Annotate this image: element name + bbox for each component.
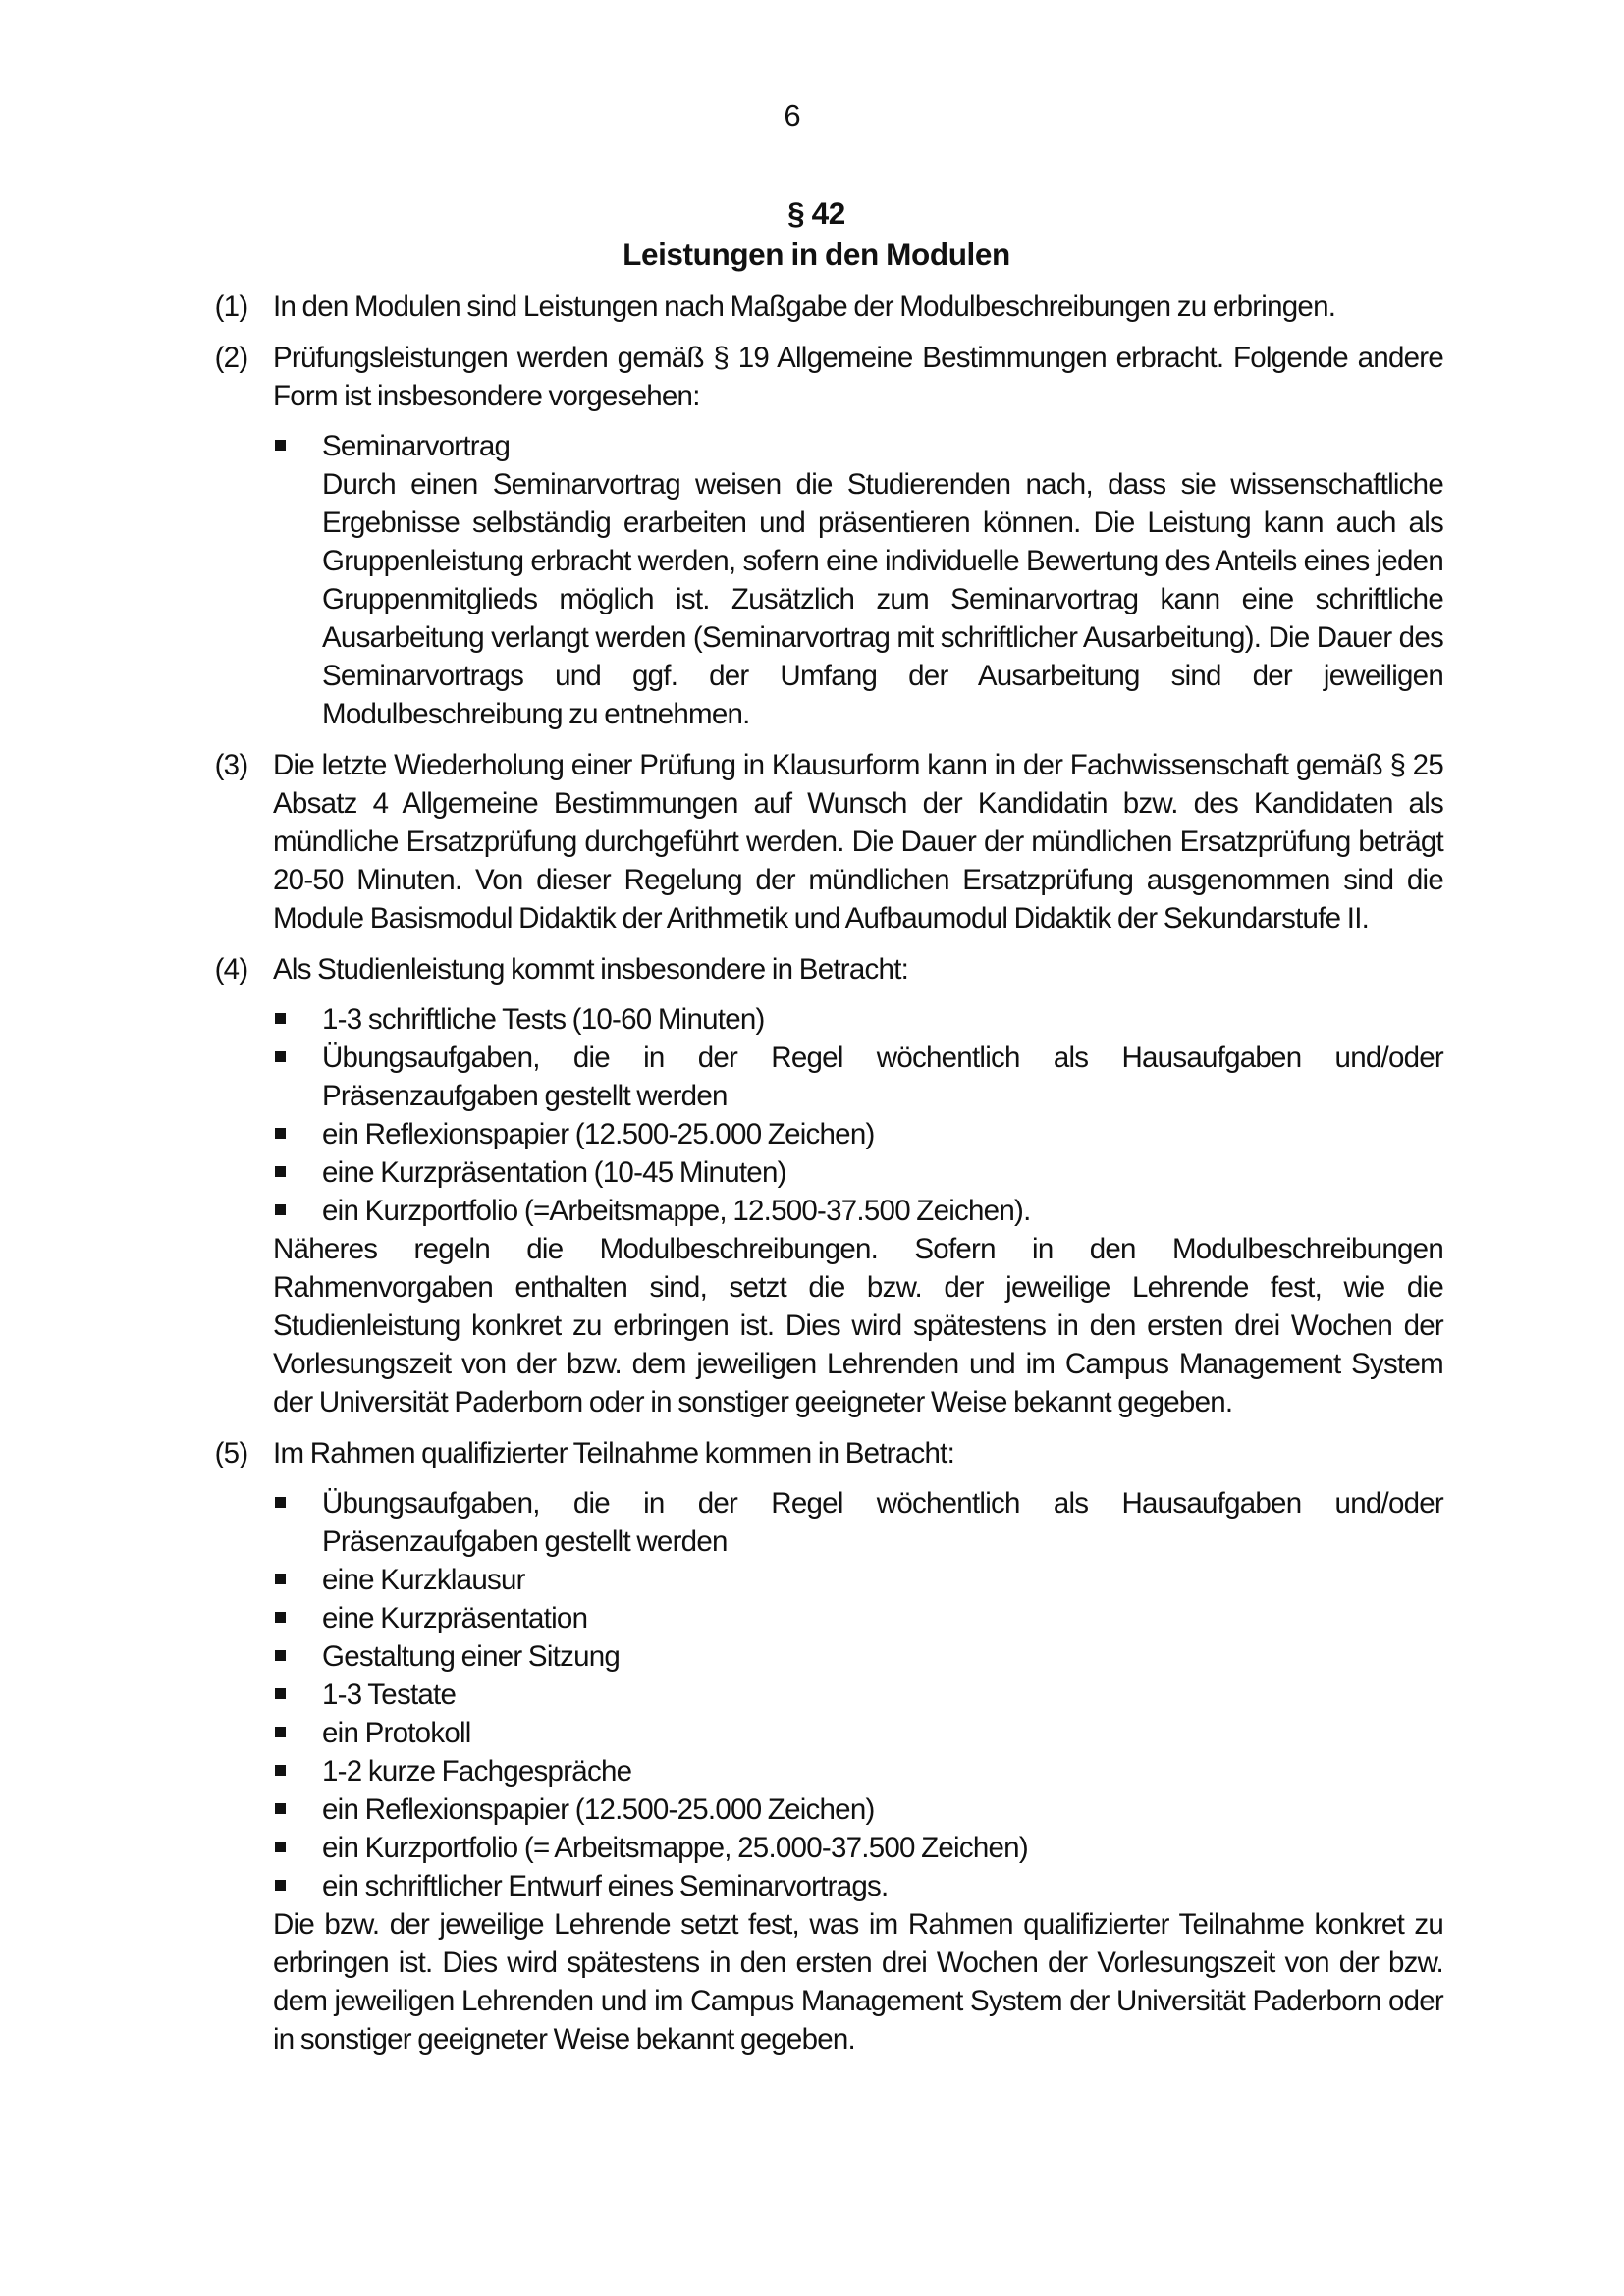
square-bullet-icon (275, 1650, 286, 1661)
list-item-text: eine Kurzklausur (322, 1564, 525, 1596)
list-item-text: ein Protokoll (322, 1717, 471, 1749)
paragraph-number: (5) (214, 1437, 248, 1469)
list-item (273, 1829, 1443, 1867)
section-number: § 42 (787, 195, 845, 231)
square-bullet-icon (275, 1128, 286, 1139)
square-bullet-icon (275, 1765, 286, 1776)
list-item (273, 1561, 1443, 1599)
paragraph-number: (4) (214, 953, 248, 986)
square-bullet-icon (275, 1803, 286, 1814)
list-item-text: ein Reflexionspapier (12.500-25.000 Zeichen) (322, 1793, 875, 1826)
list-item (273, 1637, 1443, 1676)
paragraph-number: (2) (214, 342, 248, 374)
paragraph-body (273, 339, 1443, 733)
list-item (273, 1039, 1443, 1115)
list-item (273, 1115, 1443, 1153)
paragraph-body (273, 288, 1443, 326)
list-item-text: ein Kurzportfolio (= Arbeitsmappe, 25.000-37.500 Zeichen) (322, 1832, 1028, 1864)
list-item (273, 1752, 1443, 1790)
square-bullet-icon (275, 1612, 286, 1623)
list-item-text: 1-2 kurze Fachgespräche (322, 1755, 632, 1788)
list-item (273, 1599, 1443, 1637)
square-bullet-icon (275, 1842, 286, 1852)
list-item-title: Seminarvortrag (322, 430, 511, 462)
list-item (273, 1153, 1443, 1192)
paragraph-3 (189, 746, 1443, 937)
list-item (273, 1000, 1443, 1039)
paragraph-note: Die bzw. der jeweilige Lehrende setzt fest, was im Rahmen qualifizierter Teilnahme konkret zu erbringen ist. Dies wird spätestens in den ersten drei Wochen der Vorlesungszeit von der bzw. dem jeweiligen Lehrenden und im Campus Management System der Universität Paderborn oder in sonstiger geeigneter Weise bekannt gegeben. (273, 1908, 1443, 2056)
list-item-text: 1-3 Testate (322, 1679, 457, 1711)
bullet-list (273, 1484, 1443, 1905)
paragraph-4 (189, 950, 1443, 1421)
square-bullet-icon (275, 1574, 286, 1584)
list-item-text: Übungsaufgaben, die in der Regel wöchentlich als Hausaufgaben und/oder Präsenzaufgaben gestellt werden (322, 1487, 1443, 1558)
paragraph-2 (189, 339, 1443, 733)
square-bullet-icon (275, 1166, 286, 1177)
paragraph-note: Näheres regeln die Modulbeschreibungen. Sofern in den Modulbeschreibungen Rahmenvorgaben enthalten sind, setzt die bzw. der jeweilige Lehrende fest, wie die Studienleistung konkret zu erbringen ist. Dies wird spätestens in den ersten drei Wochen der Vorlesungszeit von der bzw. dem jeweiligen Lehrenden und im Campus Management System der Universität Paderborn oder in sonstiger geeigneter Weise bekannt gegeben. (273, 1233, 1443, 1418)
paragraph-text: Prüfungsleistungen werden gemäß § 19 Allgemeine Bestimmungen erbracht. Folgende andere Form ist insbesondere vorgesehen: (273, 342, 1443, 412)
square-bullet-icon (275, 1051, 286, 1062)
square-bullet-icon (275, 1880, 286, 1891)
paragraph-text: Als Studienleistung kommt insbesondere in Betracht: (273, 953, 909, 986)
list-item-text: ein Reflexionspapier (12.500-25.000 Zeichen) (322, 1118, 875, 1150)
square-bullet-icon (275, 1727, 286, 1737)
bullet-list (273, 427, 1443, 733)
list-item (273, 1867, 1443, 1905)
paragraph-number: (1) (214, 291, 248, 323)
paragraph-1 (189, 288, 1443, 326)
square-bullet-icon (275, 1204, 286, 1215)
page-number: 6 (784, 98, 801, 133)
list-item (273, 1790, 1443, 1829)
list-item-text: 1-3 schriftliche Tests (10-60 Minuten) (322, 1003, 765, 1036)
list-item (273, 427, 1443, 733)
paragraph-body (273, 950, 1443, 1421)
paragraph-body (273, 1434, 1443, 2058)
document-body (189, 192, 1443, 2058)
list-item (273, 1484, 1443, 1561)
square-bullet-icon (275, 1013, 286, 1024)
paragraph-text: In den Modulen sind Leistungen nach Maßgabe der Modulbeschreibungen zu erbringen. (273, 291, 1336, 323)
square-bullet-icon (275, 440, 286, 451)
list-item-text: eine Kurzpräsentation (10-45 Minuten) (322, 1156, 786, 1189)
square-bullet-icon (275, 1688, 286, 1699)
section-heading (189, 192, 1443, 275)
section-title: Leistungen in den Modulen (623, 237, 1010, 272)
paragraph-text: Die letzte Wiederholung einer Prüfung in Klausurform kann in der Fachwissenschaft gemäß § 25 Absatz 4 Allgemeine Bestimmungen auf Wunsch der Kandidatin bzw. des Kandidaten als mündliche Ersatzprüfung durchgeführt werden. Die Dauer der mündlichen Ersatzprüfung beträgt 20-50 Minuten. Von dieser Regelung der mündlichen Ersatzprüfung ausgenommen sind die Module Basismodul Didaktik der Arithmetik und Aufbaumodul Didaktik der Sekundarstufe II. (273, 749, 1443, 934)
paragraph-body (273, 746, 1443, 937)
paragraph-text: Im Rahmen qualifizierter Teilnahme kommen in Betracht: (273, 1437, 955, 1469)
paragraph-number: (3) (214, 749, 248, 781)
square-bullet-icon (275, 1497, 286, 1508)
bullet-list (273, 1000, 1443, 1230)
list-item-text: ein Kurzportfolio (=Arbeitsmappe, 12.500-37.500 Zeichen). (322, 1195, 1031, 1227)
list-item (273, 1714, 1443, 1752)
list-item-text: eine Kurzpräsentation (322, 1602, 588, 1634)
list-item-text: Übungsaufgaben, die in der Regel wöchentlich als Hausaufgaben und/oder Präsenzaufgaben gestellt werden (322, 1041, 1443, 1112)
list-item-text: Gestaltung einer Sitzung (322, 1640, 621, 1673)
paragraph-5 (189, 1434, 1443, 2058)
list-item-text: ein schriftlicher Entwurf eines Seminarvortrags. (322, 1870, 889, 1902)
list-item (273, 1676, 1443, 1714)
list-item (273, 1192, 1443, 1230)
list-item-description: Durch einen Seminarvortrag weisen die Studierenden nach, dass sie wissenschaftliche Ergebnisse selbständig erarbeiten und präsentieren können. Die Leistung kann auch als Gruppenleistung erbracht werden, sofern eine individuelle Bewertung des Anteils eines jeden Gruppenmitglieds möglich ist. Zusätzlich zum Seminarvortrag kann eine schriftliche Ausarbeitung verlangt werden (Seminarvortrag mit schriftlicher Ausarbeitung). Die Dauer des Seminarvortrags und ggf. der Umfang der Ausarbeitung sind der jeweiligen Modulbeschreibung zu entnehmen. (322, 468, 1443, 730)
